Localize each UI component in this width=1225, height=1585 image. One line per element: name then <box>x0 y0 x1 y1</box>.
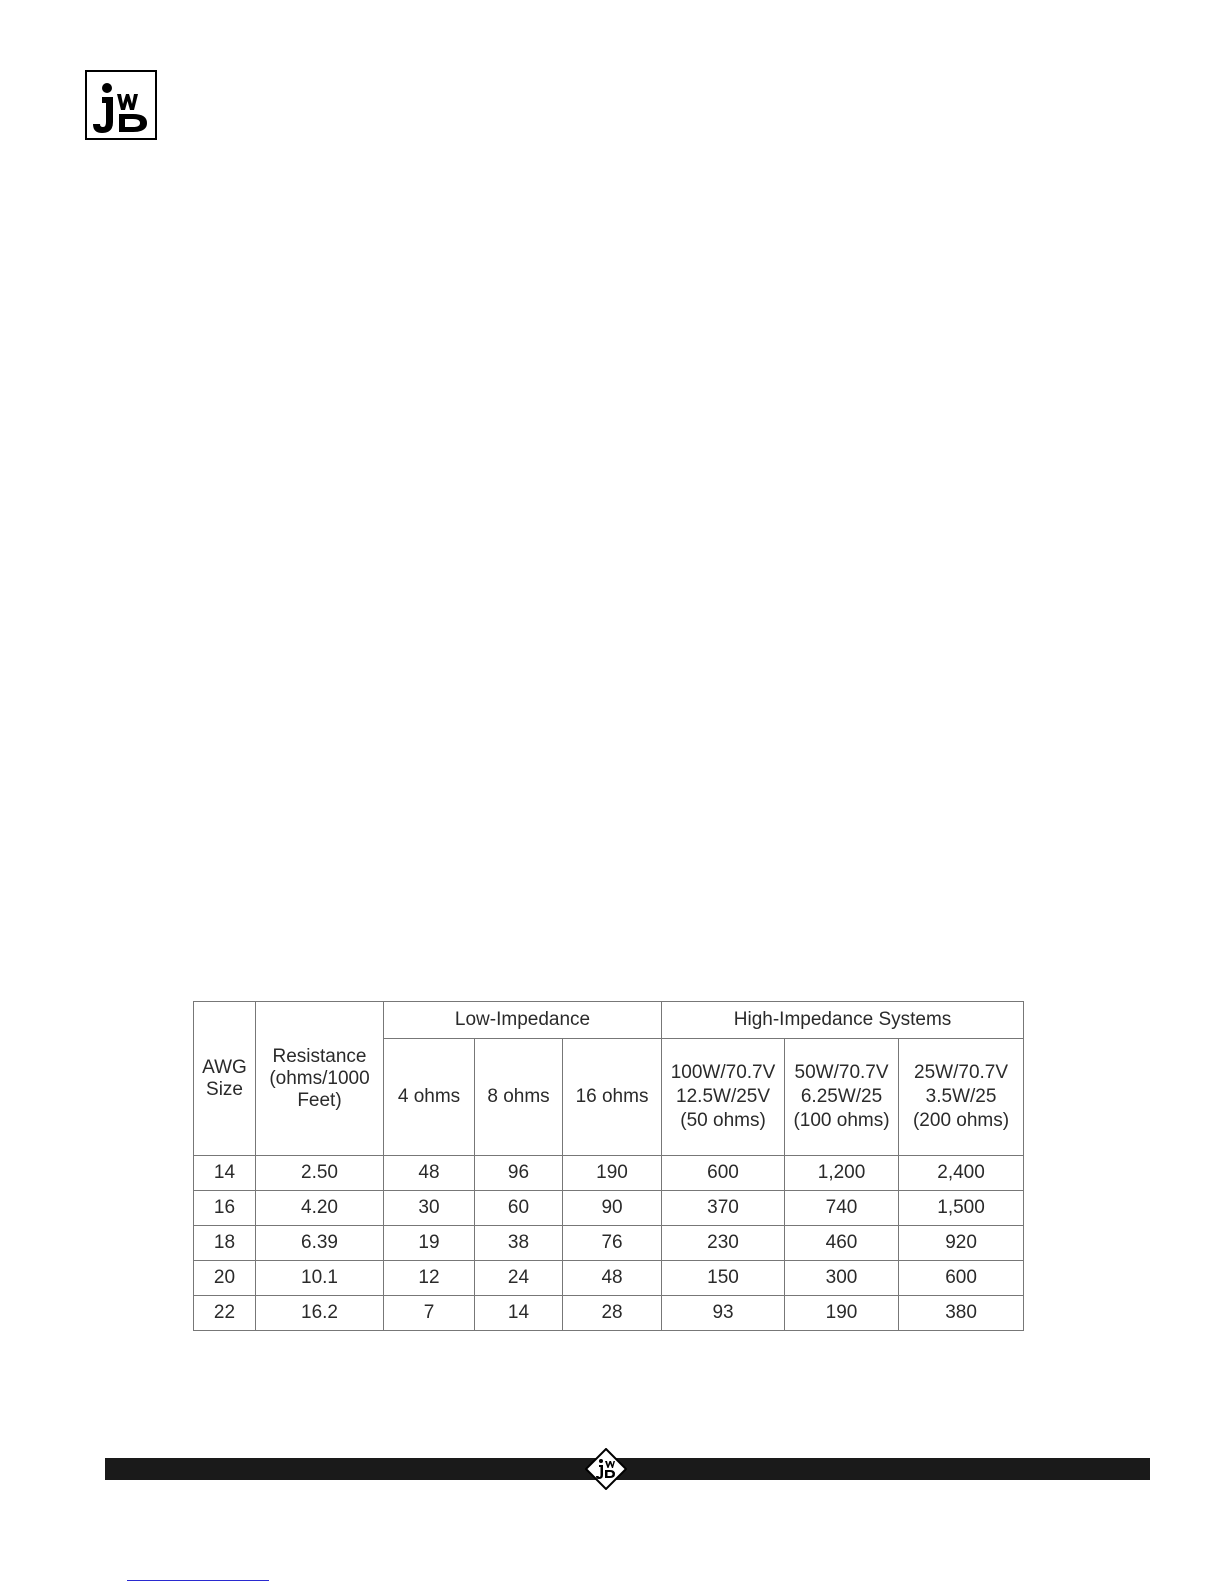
cell-200-ohms: 600 <box>899 1261 1024 1296</box>
cell-awg: 18 <box>194 1226 256 1261</box>
cell-resistance: 16.2 <box>256 1296 384 1331</box>
table-row <box>194 1156 1024 1191</box>
header-awg-size: AWG Size <box>194 1002 256 1156</box>
cell-4-ohms: 30 <box>384 1191 475 1226</box>
wire-gauge-table <box>193 1001 1024 1331</box>
header-50-ohms: 100W/70.7V 12.5W/25V (50 ohms) <box>662 1039 785 1156</box>
cell-awg: 14 <box>194 1156 256 1191</box>
cell-4-ohms: 48 <box>384 1156 475 1191</box>
footer-link-underline[interactable] <box>127 1580 269 1581</box>
cell-resistance: 2.50 <box>256 1156 384 1191</box>
cell-awg: 16 <box>194 1191 256 1226</box>
cell-100-ohms: 1,200 <box>785 1156 899 1191</box>
cell-200-ohms: 1,500 <box>899 1191 1024 1226</box>
cell-4-ohms: 12 <box>384 1261 475 1296</box>
cell-awg: 22 <box>194 1296 256 1331</box>
cell-200-ohms: 920 <box>899 1226 1024 1261</box>
cell-50-ohms: 370 <box>662 1191 785 1226</box>
table-row <box>194 1191 1024 1226</box>
cell-16-ohms: 48 <box>563 1261 662 1296</box>
cell-8-ohms: 38 <box>475 1226 563 1261</box>
table-row <box>194 1261 1024 1296</box>
cell-resistance: 6.39 <box>256 1226 384 1261</box>
header-8-ohms: 8 ohms <box>475 1039 563 1156</box>
header-resistance: Resistance (ohms/1000 Feet) <box>256 1002 384 1156</box>
cell-100-ohms: 190 <box>785 1296 899 1331</box>
cell-awg: 20 <box>194 1261 256 1296</box>
cell-100-ohms: 460 <box>785 1226 899 1261</box>
cell-16-ohms: 76 <box>563 1226 662 1261</box>
cell-200-ohms: 380 <box>899 1296 1024 1331</box>
cell-8-ohms: 96 <box>475 1156 563 1191</box>
table-row <box>194 1226 1024 1261</box>
header-100-ohms: 50W/70.7V 6.25W/25 (100 ohms) <box>785 1039 899 1156</box>
header-16-ohms: 16 ohms <box>563 1039 662 1156</box>
cell-16-ohms: 28 <box>563 1296 662 1331</box>
cell-16-ohms: 90 <box>563 1191 662 1226</box>
header-high-impedance: High-Impedance Systems <box>662 1002 1024 1039</box>
table-row <box>194 1296 1024 1331</box>
cell-200-ohms: 2,400 <box>899 1156 1024 1191</box>
jwd-footer-logo-icon <box>585 1448 627 1490</box>
header-4-ohms: 4 ohms <box>384 1039 475 1156</box>
cell-50-ohms: 600 <box>662 1156 785 1191</box>
cell-resistance: 4.20 <box>256 1191 384 1226</box>
wire-gauge-table-container <box>193 1001 1023 1331</box>
header-200-ohms: 25W/70.7V 3.5W/25 (200 ohms) <box>899 1039 1024 1156</box>
cell-50-ohms: 93 <box>662 1296 785 1331</box>
cell-16-ohms: 190 <box>563 1156 662 1191</box>
jwd-logo-icon <box>85 70 157 140</box>
footer-bar <box>105 1458 1150 1480</box>
cell-8-ohms: 60 <box>475 1191 563 1226</box>
cell-8-ohms: 14 <box>475 1296 563 1331</box>
cell-8-ohms: 24 <box>475 1261 563 1296</box>
cell-50-ohms: 230 <box>662 1226 785 1261</box>
cell-100-ohms: 300 <box>785 1261 899 1296</box>
cell-50-ohms: 150 <box>662 1261 785 1296</box>
header-low-impedance: Low-Impedance <box>384 1002 662 1039</box>
cell-resistance: 10.1 <box>256 1261 384 1296</box>
cell-4-ohms: 7 <box>384 1296 475 1331</box>
cell-4-ohms: 19 <box>384 1226 475 1261</box>
cell-100-ohms: 740 <box>785 1191 899 1226</box>
